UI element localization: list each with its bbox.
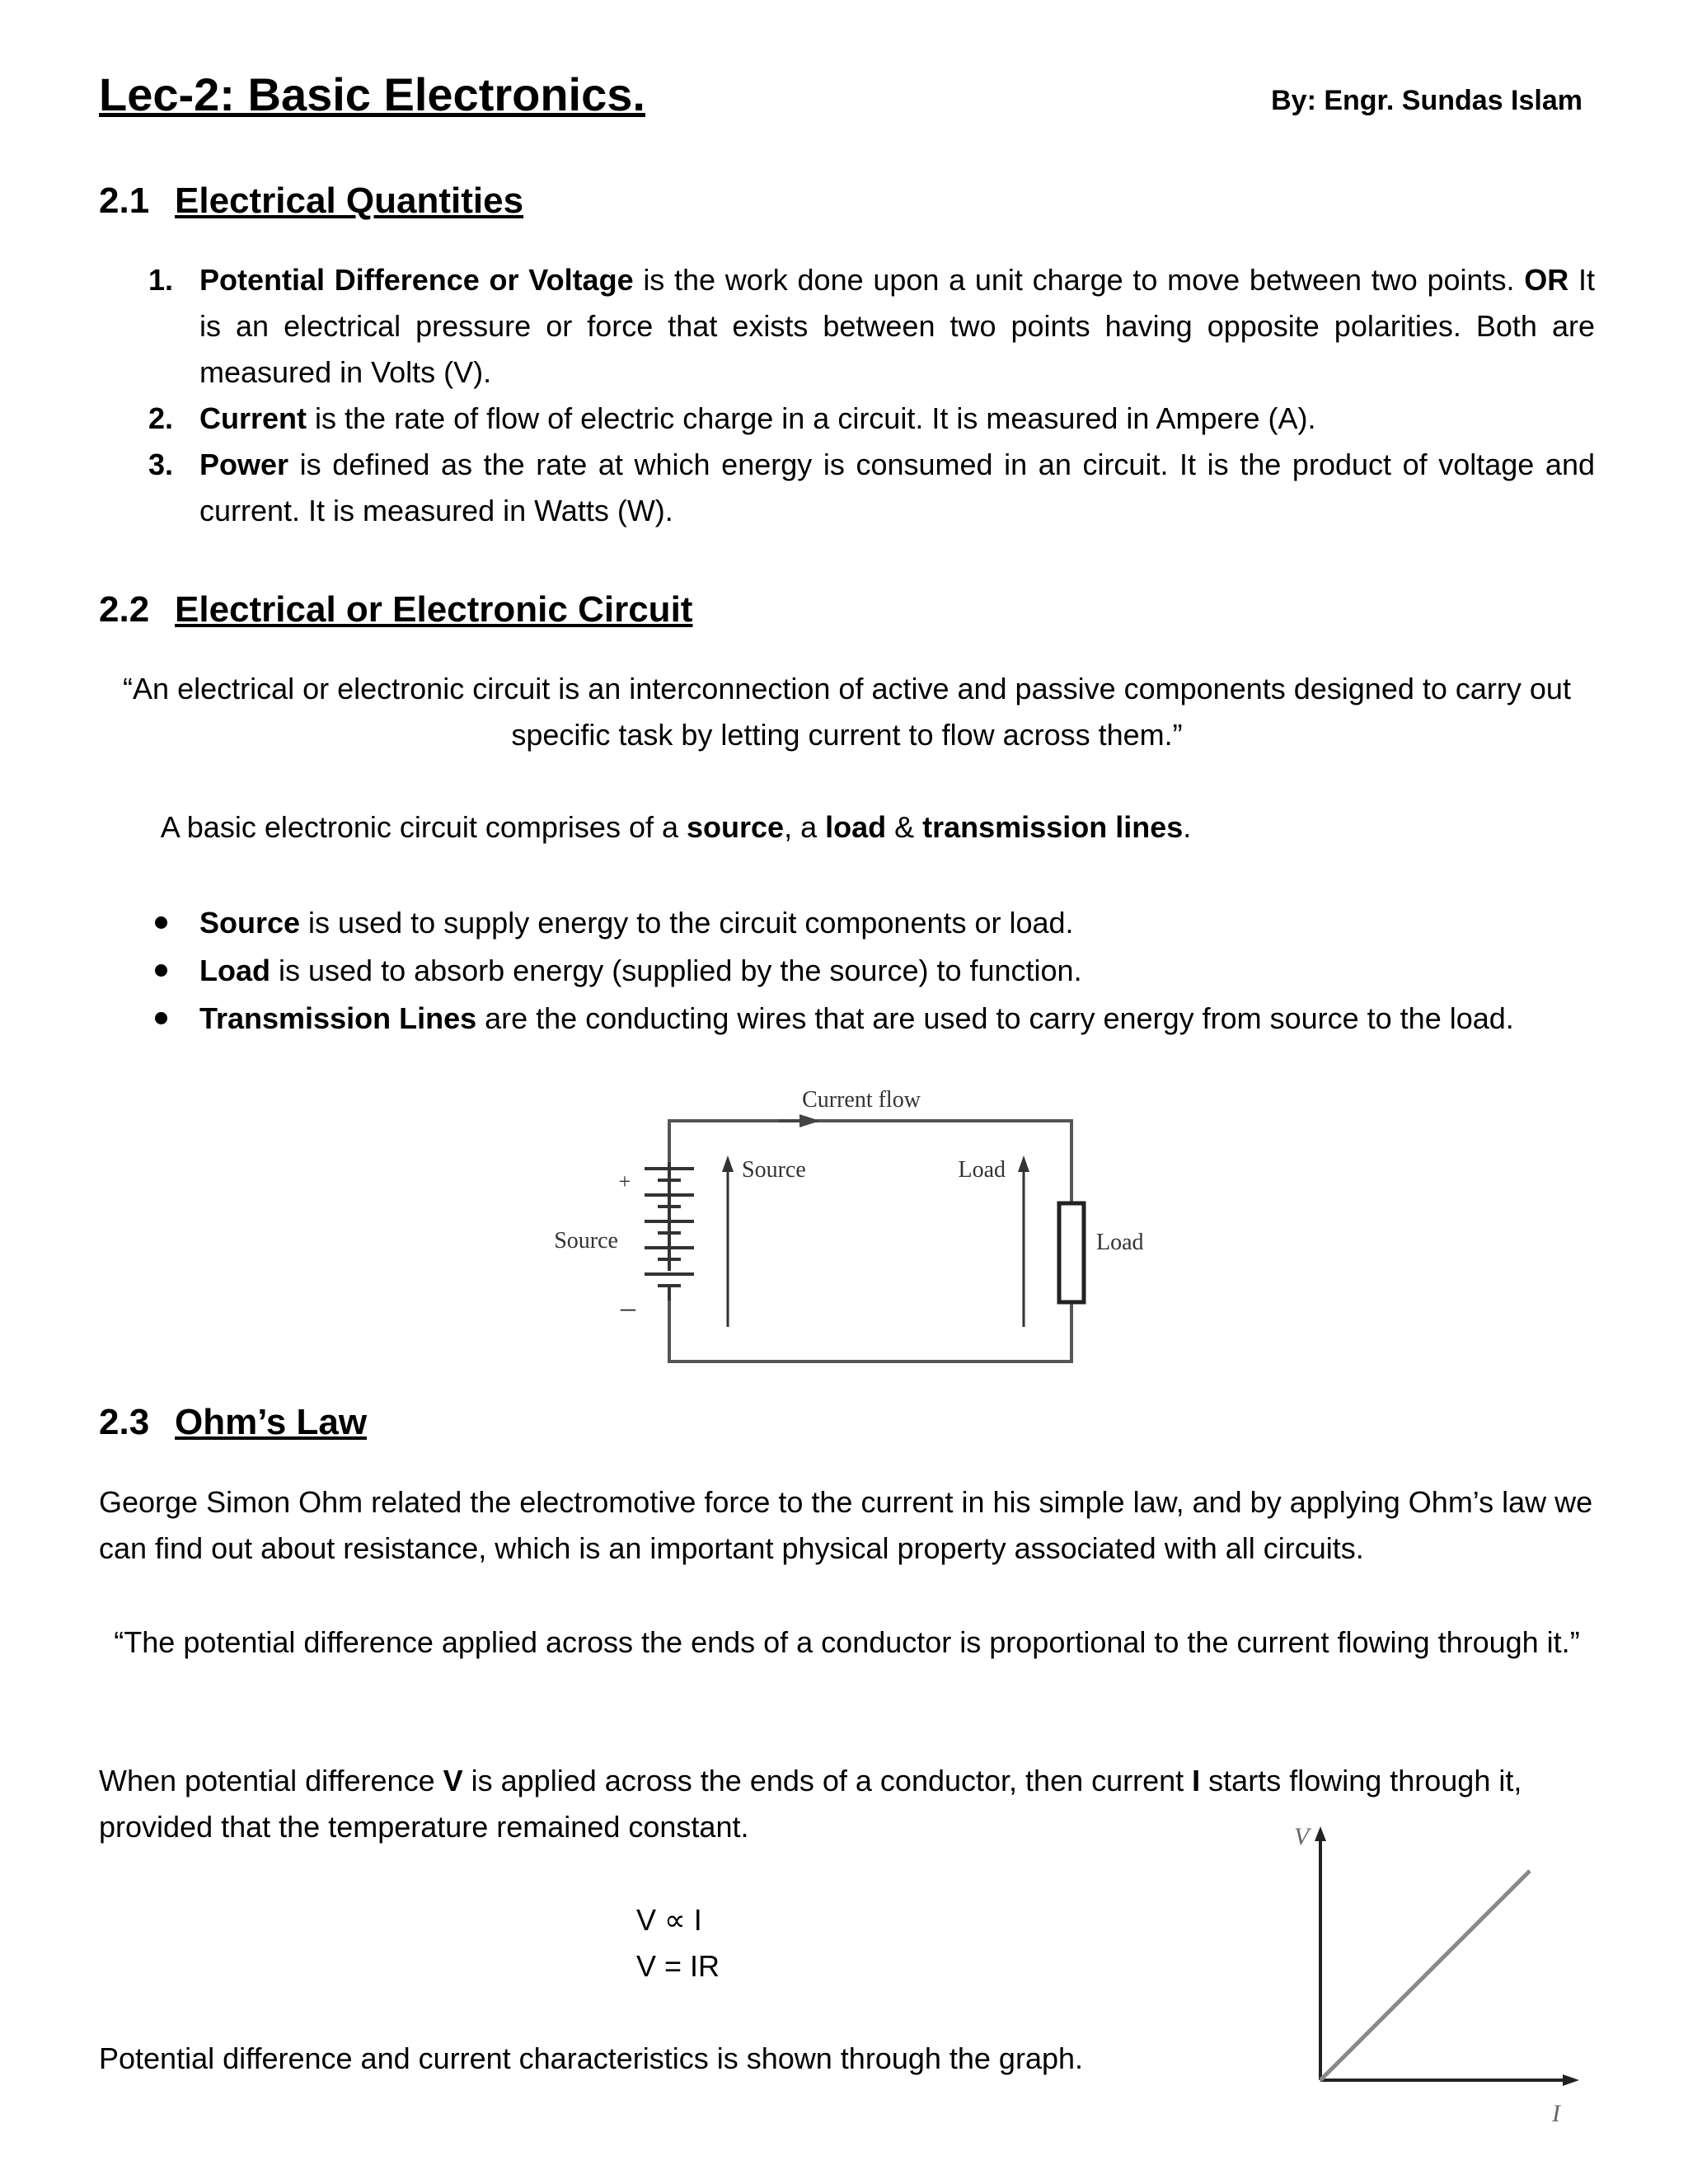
current-flow-label: Current flow [802,1087,921,1113]
text-run: is applied across the ends of a conductor, then current [462,1764,1193,1797]
term-power: Power [199,448,289,481]
vi-graph [1269,1820,1599,2133]
bullet-text: are the conducting wires that are used to carry energy from source to the load. [476,1001,1514,1035]
term-transmission-lines: transmission lines [922,810,1184,844]
term-source: source [687,810,785,844]
bullet-term: Source [199,906,301,940]
circuit-diagram [528,1080,1144,1376]
symbol-i: I [1192,1764,1201,1797]
list-item [99,948,1595,994]
bullet-term: Transmission Lines [199,1001,477,1035]
text-run: When potential difference [99,1764,443,1797]
minus-sign: – [621,1291,635,1324]
source-top-label: Source [742,1157,806,1183]
component-bullets [99,900,1595,1043]
list-item [99,442,1595,534]
section-number: 2.2 [99,589,150,630]
or-keyword: OR [1524,263,1569,297]
y-axis-label: V [1294,1823,1310,1850]
text-run: A basic electronic circuit comprises of a [160,810,687,844]
source-voltage-arrow [722,1155,734,1327]
section-number: 2.3 [99,1402,150,1442]
load-voltage-arrow [1018,1155,1029,1327]
list-marker: 1. [148,263,174,297]
text-run: starts flowing through it, provided that the temperature remained constant. [99,1764,1522,1844]
author-line: By: Engr. Sundas Islam [1271,85,1582,116]
section-heading-2-2 [99,587,692,633]
bullet-text: is used to supply energy to the circuit components or load. [300,906,1074,940]
bullet-icon [155,916,167,929]
section-title: Electrical Quantities [175,180,524,221]
list-item [99,900,1595,946]
circuit-composition [99,804,1253,851]
list-marker: 2. [148,401,174,435]
list-item [99,996,1595,1042]
load-top-label: Load [958,1157,1006,1183]
battery-icon [645,1162,694,1301]
item-text: It is an electrical pressure or force that exists between two points having opposite polarities. Both are measured in Volts (V). [199,263,1596,389]
ohms-law-statement: “The potential difference applied across the ends of a conductor is proportional to the current flowing through it.” [114,1625,1580,1659]
section-heading-2-3 [99,1399,367,1446]
formula-ohms-law: V = IR [636,1949,720,1983]
formula-proportional: V ∝ I [636,1903,702,1937]
term-current: Current [199,401,307,435]
list-item [99,396,1595,442]
document-title: Lec-2: Basic Electronics. [99,68,645,120]
text-run: , a [784,810,826,844]
ohms-law-intro: George Simon Ohm related the electromotive force to the current in his simple law, and by applying Ohm’s law we can find out about resistance, which is an important physical property associated with all circuits. [99,1485,1593,1565]
x-axis-arrow-icon [1563,2074,1579,2086]
bullet-term: Load [199,954,270,987]
bullet-text: is used to absorb energy (supplied by the source) to function. [270,954,1082,987]
plus-sign: + [618,1169,631,1193]
load-side-label: Load [1096,1230,1144,1255]
resistor-icon [1059,1203,1084,1302]
section-title: Ohm’s Law [175,1402,368,1442]
bullet-icon [155,964,167,977]
text-run: . [1183,810,1192,844]
text-run: & [886,810,923,844]
list-marker: 3. [148,448,174,481]
quantities-list [99,257,1595,534]
circuit-wires [669,1121,1071,1361]
graph-caption: Potential difference and current characteristics is shown through the graph. [99,2041,1084,2075]
bullet-icon [155,1012,167,1024]
vi-line [1320,1871,1530,2080]
section-title: Electrical or Electronic Circuit [175,589,693,630]
item-text: is defined as the rate at which energy is consumed in an circuit. It is the product of voltage and current. It is measured in Watts (W). [199,448,1595,527]
source-side-label: Source [554,1228,618,1254]
symbol-v: V [443,1764,463,1797]
current-flow-arrow [779,1114,820,1127]
y-axis-arrow-icon [1315,1826,1326,1841]
term-load: load [825,810,887,844]
item-text: is the work done upon a unit charge to move between two points. [633,263,1525,297]
list-item [99,257,1595,396]
term-voltage: Potential Difference or Voltage [199,263,634,297]
circuit-definition-quote: “An electrical or electronic circuit is an interconnection of active and passive components designed to carry out specific task by letting current to flow across them.” [123,672,1571,752]
section-number: 2.1 [99,180,150,221]
item-text: is the rate of flow of electric charge in a circuit. It is measured in Ampere (A). [307,401,1316,435]
section-heading-2-1 [99,178,523,224]
x-axis-label: I [1552,2100,1560,2127]
